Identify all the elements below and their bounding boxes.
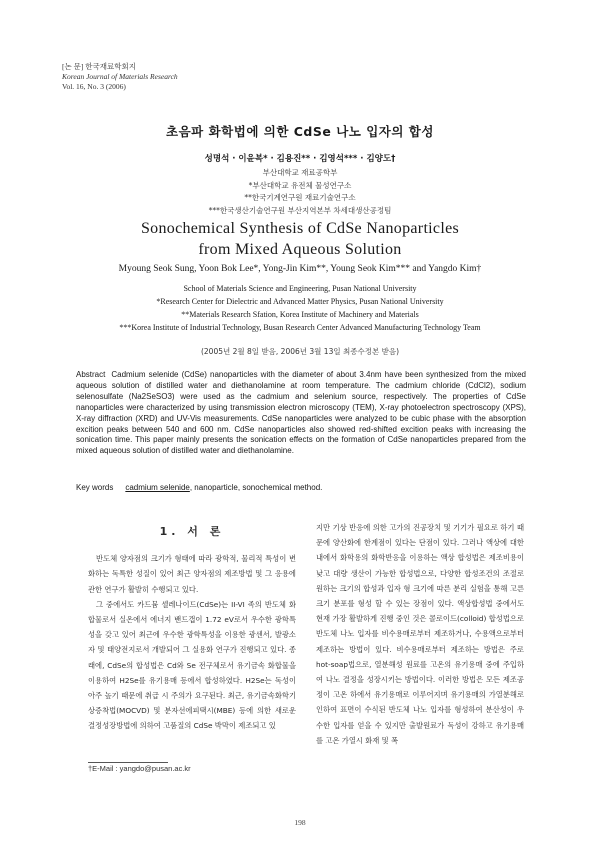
body-column-right	[316, 520, 524, 748]
affiliation-en-4: ***Korea Institute of Industrial Technology, Busan Research Center Advanced Manufacturing Technology Team	[119, 323, 481, 332]
journal-volume: Vol. 16, No. 3 (2006)	[62, 82, 126, 91]
affiliation-en-1: School of Materials Science and Engineering, Pusan National University	[183, 284, 417, 293]
section-title-introduction: 1. 서 론	[159, 525, 225, 538]
footnote-email: †E-Mail : yangdo@pusan.ac.kr	[88, 764, 191, 773]
affiliation-ko-3: **한국기계연구원 재료기술연구소	[244, 193, 356, 202]
keywords-rest: , nanoparticle, sonochemical method.	[189, 483, 323, 492]
title-english	[0, 218, 600, 260]
abstract-text: Cadmium selenide (CdSe) nanoparticles with the diameter of about 3.4nm have been synthesized from the mixed aqueous solution of distilled water and diethanolamine at room temperature. The cadmium chloride (CdCl2), sodium selenosulfate (Na2SeSO3) were used as the cadmium and selenium source, respectively. The properties of CdSe nanoparticles were characterized by using transmission electron microscopy (TEM), X-ray photoelectron spectroscopy (XPS), X-ray diffraction (XRD) and UV-Vis measurements. CdSe nanoparticles were analyzed to be cubic phase with the absorption excition peaks between 540 and 600 nm. CdSe nanoparticles also showed red-shifted excition peaks with increasing the sonication time. This paper mainly presents the sonication effects on the formation of CdSe nanoparticles prepared from the mixed aqueous solution of distilled water and diethanolamine.	[76, 370, 526, 456]
body-paragraph: 그 중에서도 카드뮴 셀레나이드(CdSe)는 II-VI 족의 반도체 화합물로서 실온에서 에너지 밴드갭이 1.72 eV로서 우수한 광학특성을 갖고 있어 최근에 우수한 광학특성을 이용한 광센서, 발광소자 및 태양전지로서 개발되어 그 실용화 연구가 진행되고 있다. 종래에, CdSe의 합성법은 Cd와 Se 전구체로서 유기금속 화합물을 이용하여 H2Se를 유기용매 등에서 합성하였다. H2Se는 독성이 아주 높기 때문에 취급 시 주의가 요구된다. 최근, 유기금속화학기상증착법(MOCVD) 및 분자선에피택시(MBE) 등에 의한 새로운 결정성장방법에 의하여 고품질의 CdSe 박막이 제조되고 있	[88, 599, 296, 731]
affiliation-ko-4: ***한국생산기술연구원 부산지역본부 차세대생산공정팀	[208, 205, 392, 215]
affiliations-korean	[0, 167, 600, 217]
footnote-divider	[88, 762, 168, 763]
keyword-first: cadmium selenide	[125, 483, 190, 492]
journal-name-korean: [논 문] 한국재료학회지	[62, 62, 136, 71]
title-english-line-2: from Mixed Aqueous Solution	[198, 241, 402, 258]
title-korean: 초음파 화학법에 의한 CdSe 나노 입자의 합성	[166, 124, 434, 139]
journal-name-english: Korean Journal of Materials Research	[62, 72, 178, 81]
page-number: 198	[294, 818, 306, 827]
body-column-left	[88, 522, 296, 734]
body-paragraph: 반도체 양자점의 크기가 형태에 따라 광학적, 물리적 특성이 변화하는 독특한 성질이 있어 최근 양자점의 제조방법 및 그 응용에 관한 연구가 활발히 수행되고 있다.	[88, 554, 296, 594]
keywords	[76, 483, 526, 492]
title-english-line-1: Sonochemical Synthesis of CdSe Nanoparticles	[140, 220, 460, 237]
journal-header	[62, 62, 178, 92]
affiliation-ko-1: 부산대학교 재료공학부	[262, 168, 338, 177]
body-paragraph: 지만 기상 반응에 의한 고가의 진공장치 및 기기가 필요로 하기 때문에 양산화에 한계점이 있다는 단점이 있다. 그러나 액상에 대한 내에서 화학용의 화학반응을 이용하는 액상 합성법은 제조비용이 낮고 대량 생산이 가능한 합성법으로, 다양한 합성조건의 조절로 원하는 크기의 합성과 입자 형 크기에 따른 분리 실험을 통해 고른 크기 분포를 형성 할 수 있는 장점이 있다. 액상합성법 중에서도 현재 가장 활발하게 진행 중인 것은 콜로이드(colloid) 합성법으로 반도체 나노 입자를 비수용매로부터 제조하거나, 수용액으로부터 제조하는 방법이 있다. 비수용매로부터 제조하는 방법은 주로 hot-soap법으로, 열분해성 원료를 고온의 유기용매 중에 주입하여 나노 결정을 성장시키는 방법이다. 이러한 방법은 모든 제조공정이 고온 하에서 유기용매로 이루어지며 유기용매의 가열분해로 인하여 표면이 수식된 반도체 나노 입자를 형성하여 분산성이 우수한 입자를 얻을 수 있지만 출발원료가 독성이 강하고 유기용매를 고온 가열시 화재 및 폭	[316, 523, 524, 745]
authors-korean: 성명석 · 이윤복* · 김용진** · 김영석*** · 김양도†	[204, 154, 396, 164]
abstract-label: Abstract	[76, 370, 106, 379]
keywords-label: Key words	[76, 483, 114, 492]
received-dates: (2005년 2월 8일 받음, 2006년 3월 13일 최종수정본 받음)	[200, 347, 399, 356]
affiliation-en-2: *Research Center for Dielectric and Advanced Matter Physics, Pusan National University	[156, 297, 444, 306]
authors-english: Myoung Seok Sung, Yoon Bok Lee*, Yong-Jin Kim**, Young Seok Kim*** and Yangdo Kim†	[118, 264, 482, 274]
affiliation-ko-2: *부산대학교 유전체 물성연구소	[248, 180, 352, 190]
affiliation-en-3: **Materials Research Sfation, Korea Institute of Machinery and Materials	[181, 310, 419, 319]
affiliations-english	[0, 282, 600, 334]
abstract	[76, 370, 526, 457]
